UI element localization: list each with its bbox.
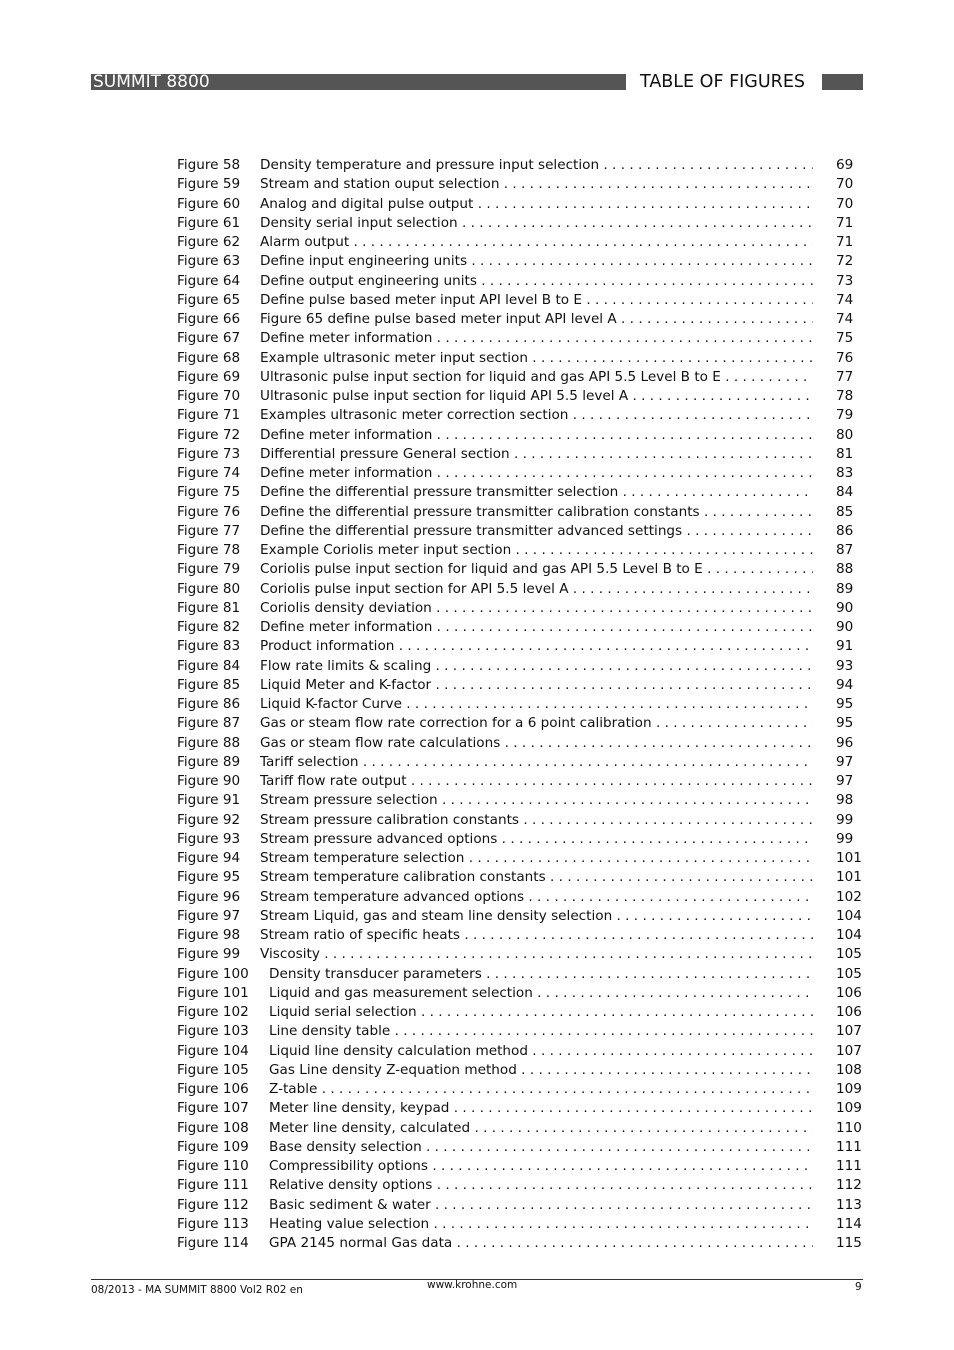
figure-page-number: 74: [836, 291, 854, 308]
toc-entry[interactable]: [177, 1061, 877, 1080]
toc-entry[interactable]: [177, 676, 877, 695]
toc-entry[interactable]: [177, 233, 877, 252]
toc-entry[interactable]: [177, 637, 877, 656]
toc-entry[interactable]: [177, 791, 877, 810]
toc-entry[interactable]: [177, 406, 877, 425]
figure-page-number: 78: [836, 388, 854, 404]
figure-label: Figure 66: [177, 311, 241, 327]
figure-title: Meter line density, keypad . . .: [269, 1099, 813, 1118]
toc-entry[interactable]: [177, 214, 877, 233]
figure-title: Density serial input selection . . .: [260, 214, 813, 233]
figure-page-number: 98: [836, 792, 854, 809]
figure-label: Figure 97: [177, 907, 241, 924]
figure-title: Tariff selection . . .: [260, 753, 813, 772]
figure-page-number: 97: [836, 773, 854, 789]
figure-title: Coriolis pulse input section for API 5.5 level A . . .: [260, 580, 813, 599]
figure-title: Ultrasonic pulse input section for liquid and gas API 5.5 Level B to E . . .: [260, 368, 813, 387]
figure-label: Figure 104: [177, 1042, 249, 1059]
figure-title: Coriolis density deviation . . .: [260, 599, 813, 618]
figure-page-number: 87: [836, 542, 854, 558]
figure-label: Figure 100: [177, 965, 249, 982]
figure-page-number: 96: [836, 734, 854, 751]
figure-label: Figure 112: [177, 1196, 249, 1213]
toc-entry[interactable]: [177, 1042, 877, 1061]
figure-page-number: 95: [836, 715, 854, 732]
toc-entry[interactable]: [177, 522, 877, 541]
figure-title: Stream temperature calibration constants . . .: [260, 868, 813, 887]
figure-page-number: 73: [836, 272, 854, 289]
figure-title: Product information . . .: [260, 637, 813, 656]
figure-label: Figure 109: [177, 1138, 249, 1155]
toc-entry[interactable]: [177, 868, 877, 887]
figure-label: Figure 107: [177, 1100, 249, 1117]
figure-title: Liquid Meter and K-factor . . .: [260, 676, 813, 695]
figure-title: Gas or steam flow rate correction for a 6 point calibration . . .: [260, 714, 813, 733]
toc-entry[interactable]: [177, 329, 877, 348]
figure-page-number: 105: [836, 965, 862, 982]
toc-entry[interactable]: [177, 175, 877, 194]
figure-label: Figure 90: [177, 773, 241, 789]
figure-page-number: 72: [836, 253, 854, 270]
figure-label: Figure 83: [177, 638, 241, 655]
figure-label: Figure 69: [177, 368, 241, 385]
toc-entry[interactable]: [177, 1119, 877, 1138]
toc-entry[interactable]: [177, 1003, 877, 1022]
figure-page-number: 109: [836, 1081, 862, 1097]
figure-page-number: 76: [836, 349, 854, 366]
toc-entry[interactable]: [177, 541, 877, 560]
figure-page-number: 99: [836, 811, 854, 828]
figure-page-number: 83: [836, 465, 854, 481]
figure-label: Figure 95: [177, 869, 241, 886]
figure-title: Stream pressure selection . . .: [260, 791, 813, 810]
figure-title: GPA 2145 normal Gas data . . .: [269, 1234, 813, 1253]
figure-title: Heating value selection . . .: [269, 1215, 813, 1234]
toc-entry[interactable]: [177, 503, 877, 522]
figure-title: Example ultrasonic meter input section . . .: [260, 349, 813, 368]
figure-label: Figure 111: [177, 1177, 249, 1194]
toc-entry[interactable]: [177, 1196, 877, 1215]
figure-page-number: 107: [836, 1023, 862, 1040]
figure-page-number: 90: [836, 619, 854, 635]
figure-page-number: 90: [836, 599, 854, 616]
figure-page-number: 71: [836, 214, 854, 231]
figure-page-number: 94: [836, 676, 854, 693]
figure-label: Figure 74: [177, 465, 241, 481]
figure-page-number: 102: [836, 888, 862, 905]
figure-label: Figure 68: [177, 349, 241, 366]
toc-entry[interactable]: [177, 252, 877, 271]
figure-page-number: 104: [836, 907, 862, 924]
figure-title: Flow rate limits & scaling . . .: [260, 657, 813, 676]
figure-label: Figure 82: [177, 619, 241, 635]
figure-page-number: 89: [836, 580, 854, 597]
toc-entry[interactable]: [177, 772, 877, 791]
toc-entry[interactable]: [177, 1022, 877, 1041]
toc-entry[interactable]: [177, 830, 877, 849]
figure-page-number: 81: [836, 445, 854, 462]
figure-page-number: 113: [836, 1196, 862, 1213]
figure-page-number: 70: [836, 176, 854, 193]
figure-title: Ultrasonic pulse input section for liquid API 5.5 level A . . .: [260, 387, 813, 406]
figure-label: Figure 87: [177, 715, 241, 732]
figure-title: Basic sediment & water . . .: [269, 1196, 813, 1215]
figure-title: Define meter information . . .: [260, 426, 813, 445]
figure-page-number: 115: [836, 1235, 862, 1251]
figure-label: Figure 103: [177, 1023, 249, 1040]
toc-entry[interactable]: [177, 1099, 877, 1118]
figure-label: Figure 92: [177, 811, 241, 828]
toc-entry[interactable]: [177, 618, 877, 637]
toc-entry[interactable]: [177, 368, 877, 387]
figure-label: Figure 102: [177, 1004, 249, 1020]
figure-title: Gas or steam flow rate calculations . . .: [260, 734, 813, 753]
figure-label: Figure 72: [177, 426, 241, 443]
header-accent-block: [822, 74, 863, 90]
figure-title: Stream and station ouput selection . . .: [260, 175, 813, 194]
figure-title: Line density table . . .: [269, 1022, 813, 1041]
figure-page-number: 111: [836, 1138, 862, 1155]
figure-title: Tariff flow rate output . . .: [260, 772, 813, 791]
figure-title: Stream temperature selection . . .: [260, 849, 813, 868]
toc-entry[interactable]: [177, 156, 877, 175]
figure-page-number: 85: [836, 503, 854, 520]
figure-label: Figure 96: [177, 888, 241, 905]
figure-page-number: 70: [836, 195, 854, 212]
figure-label: Figure 86: [177, 696, 241, 712]
figure-label: Figure 98: [177, 927, 241, 943]
table-of-figures-list: [177, 156, 877, 1253]
figure-title: Define meter information . . .: [260, 618, 813, 637]
figure-title: Stream pressure calibration constants . . .: [260, 811, 813, 830]
figure-label: Figure 67: [177, 330, 241, 347]
figure-title: Relative density options . . .: [269, 1176, 813, 1195]
toc-entry[interactable]: [177, 695, 877, 714]
figure-label: Figure 88: [177, 734, 241, 751]
figure-title: Alarm output . . .: [260, 233, 813, 252]
figure-page-number: 101: [836, 850, 862, 866]
figure-label: Figure 58: [177, 157, 241, 173]
figure-label: Figure 71: [177, 407, 241, 424]
figure-title: Meter line density, calculated . . .: [269, 1119, 813, 1138]
figure-page-number: 108: [836, 1061, 862, 1078]
figure-page-number: 112: [836, 1177, 862, 1194]
figure-page-number: 84: [836, 484, 854, 501]
figure-page-number: 97: [836, 753, 854, 770]
figure-label: Figure 64: [177, 272, 241, 289]
figure-page-number: 104: [836, 927, 862, 943]
toc-entry[interactable]: [177, 984, 877, 1003]
figure-label: Figure 85: [177, 676, 241, 693]
figure-title: Stream pressure advanced options . . .: [260, 830, 813, 849]
figure-title: Viscosity . . .: [260, 945, 813, 964]
toc-entry[interactable]: [177, 1138, 877, 1157]
figure-title: Differential pressure General section . . .: [260, 445, 813, 464]
header-product-bar: [91, 74, 626, 90]
figure-label: Figure 59: [177, 176, 241, 193]
toc-entry[interactable]: [177, 560, 877, 579]
figure-title: Gas Line density Z-equation method . . .: [269, 1061, 813, 1080]
toc-entry[interactable]: [177, 907, 877, 926]
toc-entry[interactable]: [177, 657, 877, 676]
figure-title: Liquid serial selection . . .: [269, 1003, 813, 1022]
figure-label: Figure 60: [177, 195, 241, 212]
figure-page-number: 114: [836, 1215, 862, 1232]
figure-title: Define meter information . . .: [260, 329, 813, 348]
figure-page-number: 77: [836, 368, 854, 385]
figure-title: Density temperature and pressure input selection . . .: [260, 156, 813, 175]
figure-title: Density transducer parameters . . .: [269, 965, 813, 984]
figure-page-number: 109: [836, 1100, 862, 1117]
figure-label: Figure 79: [177, 561, 241, 578]
figure-label: Figure 65: [177, 291, 241, 308]
figure-page-number: 74: [836, 311, 854, 327]
figure-title: Figure 65 define pulse based meter input API level A . . .: [260, 310, 813, 329]
footer-website: www.krohne.com: [427, 1279, 518, 1291]
figure-label: Figure 94: [177, 850, 241, 866]
figure-title: Stream ratio of specific heats . . .: [260, 926, 813, 945]
figure-title: Stream temperature advanced options . . .: [260, 888, 813, 907]
figure-title: Define the differential pressure transmitter selection . . .: [260, 483, 813, 502]
figure-label: Figure 99: [177, 946, 241, 963]
figure-page-number: 95: [836, 696, 854, 712]
toc-entry[interactable]: [177, 387, 877, 406]
figure-title: Example Coriolis meter input section . . .: [260, 541, 813, 560]
footer-page-number: 9: [855, 1281, 862, 1293]
figure-label: Figure 89: [177, 753, 241, 770]
toc-entry[interactable]: [177, 849, 877, 868]
figure-title: Liquid K-factor Curve . . .: [260, 695, 813, 714]
figure-label: Figure 113: [177, 1215, 249, 1232]
toc-entry[interactable]: [177, 483, 877, 502]
figure-label: Figure 76: [177, 503, 241, 520]
footer-doc-reference: 08/2013 - MA SUMMIT 8800 Vol2 R02 en: [91, 1284, 303, 1296]
figure-label: Figure 61: [177, 214, 241, 231]
figure-page-number: 99: [836, 830, 854, 847]
toc-entry[interactable]: [177, 945, 877, 964]
figure-title: Analog and digital pulse output . . .: [260, 195, 813, 214]
figure-label: Figure 75: [177, 484, 241, 501]
figure-page-number: 110: [836, 1119, 862, 1136]
figure-page-number: 111: [836, 1158, 862, 1174]
figure-page-number: 79: [836, 407, 854, 424]
toc-entry[interactable]: [177, 1080, 877, 1099]
toc-entry[interactable]: [177, 272, 877, 291]
figure-label: Figure 114: [177, 1235, 249, 1251]
toc-entry[interactable]: [177, 195, 877, 214]
figure-label: Figure 80: [177, 580, 241, 597]
figure-label: Figure 78: [177, 542, 241, 558]
figure-page-number: 91: [836, 638, 854, 655]
toc-entry[interactable]: [177, 445, 877, 464]
toc-entry[interactable]: [177, 426, 877, 445]
toc-entry[interactable]: [177, 349, 877, 368]
toc-entry[interactable]: [177, 753, 877, 772]
figure-title: Z-table . . .: [269, 1080, 813, 1099]
toc-entry[interactable]: [177, 888, 877, 907]
figure-title: Liquid and gas measurement selection . . .: [269, 984, 813, 1003]
figure-page-number: 106: [836, 984, 862, 1001]
figure-label: Figure 110: [177, 1158, 249, 1174]
figure-page-number: 86: [836, 522, 854, 539]
figure-title: Define pulse based meter input API level B to E . . .: [260, 291, 813, 310]
toc-entry[interactable]: [177, 464, 877, 483]
figure-label: Figure 101: [177, 984, 249, 1001]
figure-page-number: 69: [836, 157, 854, 173]
figure-page-number: 75: [836, 330, 854, 347]
toc-entry[interactable]: [177, 965, 877, 984]
toc-entry[interactable]: [177, 811, 877, 830]
figure-label: Figure 62: [177, 234, 241, 250]
figure-label: Figure 70: [177, 388, 241, 404]
figure-label: Figure 81: [177, 599, 241, 616]
figure-title: Examples ultrasonic meter correction section . . .: [260, 406, 813, 425]
figure-title: Define output engineering units . . .: [260, 272, 813, 291]
figure-page-number: 101: [836, 869, 862, 886]
figure-label: Figure 108: [177, 1119, 249, 1136]
header-section-title: TABLE OF FIGURES: [640, 72, 806, 92]
figure-label: Figure 93: [177, 830, 241, 847]
toc-entry[interactable]: [177, 1234, 877, 1253]
figure-label: Figure 77: [177, 522, 241, 539]
toc-entry[interactable]: [177, 599, 877, 618]
figure-label: Figure 84: [177, 657, 241, 674]
figure-page-number: 93: [836, 657, 854, 674]
figure-page-number: 107: [836, 1042, 862, 1059]
figure-title: Define the differential pressure transmitter calibration constants . . .: [260, 503, 813, 522]
toc-entry[interactable]: [177, 291, 877, 310]
toc-entry[interactable]: [177, 1176, 877, 1195]
figure-title: Define meter information . . .: [260, 464, 813, 483]
figure-title: Define the differential pressure transmitter advanced settings . . .: [260, 522, 813, 541]
toc-entry[interactable]: [177, 734, 877, 753]
figure-label: Figure 73: [177, 445, 241, 462]
figure-page-number: 106: [836, 1004, 862, 1020]
figure-page-number: 105: [836, 946, 862, 963]
toc-entry[interactable]: [177, 714, 877, 733]
figure-label: Figure 63: [177, 253, 241, 270]
toc-entry[interactable]: [177, 1215, 877, 1234]
figure-page-number: 71: [836, 234, 854, 250]
toc-entry[interactable]: [177, 580, 877, 599]
header-product-name: SUMMIT 8800: [93, 72, 210, 92]
figure-label: Figure 91: [177, 792, 241, 809]
toc-entry[interactable]: [177, 1157, 877, 1176]
figure-title: Compressibility options . . .: [269, 1157, 813, 1176]
figure-page-number: 80: [836, 426, 854, 443]
figure-title: Liquid line density calculation method . . .: [269, 1042, 813, 1061]
figure-title: Base density selection . . .: [269, 1138, 813, 1157]
figure-title: Coriolis pulse input section for liquid and gas API 5.5 Level B to E . . .: [260, 560, 813, 579]
toc-entry[interactable]: [177, 926, 877, 945]
figure-title: Stream Liquid, gas and steam line density selection . . .: [260, 907, 813, 926]
toc-entry[interactable]: [177, 310, 877, 329]
figure-page-number: 88: [836, 561, 854, 578]
figure-label: Figure 105: [177, 1061, 249, 1078]
figure-label: Figure 106: [177, 1081, 249, 1097]
figure-title: Define input engineering units . . .: [260, 252, 813, 271]
